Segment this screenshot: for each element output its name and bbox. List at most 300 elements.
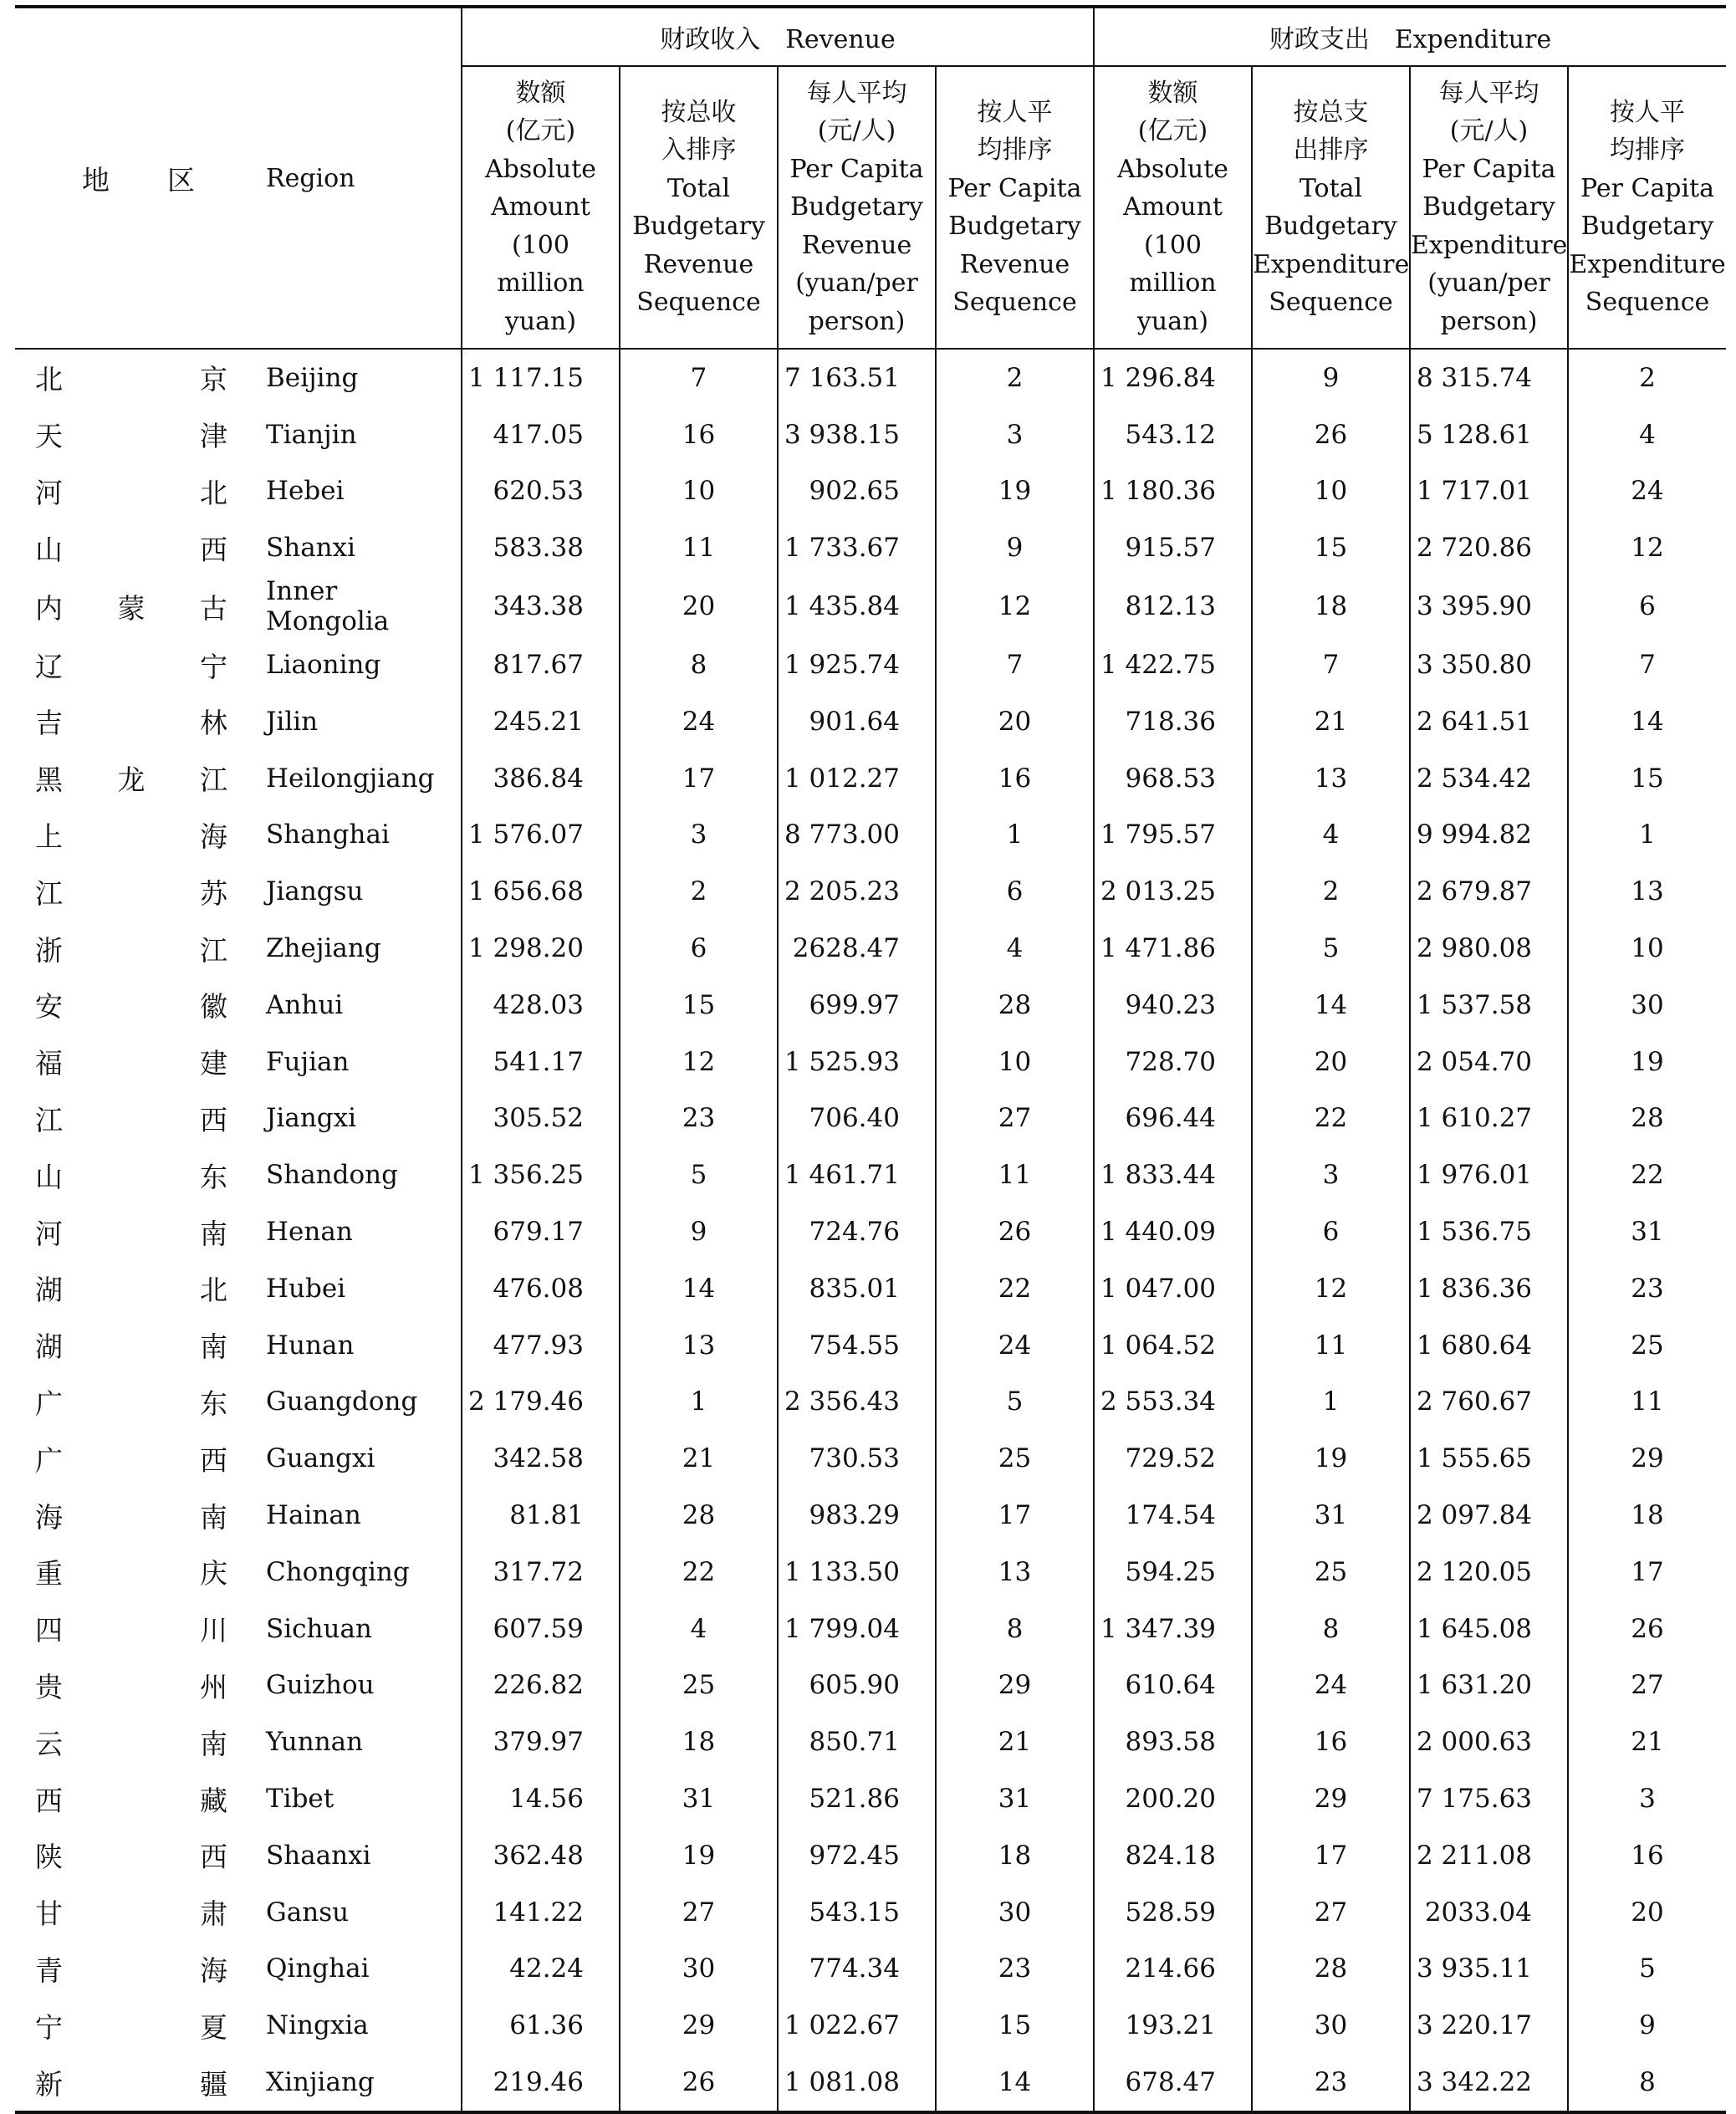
value-cell: 940.23	[1094, 977, 1252, 1034]
region-zh-cell	[15, 1487, 259, 1544]
region-zh-char: 西	[200, 1443, 227, 1477]
region-zh-label	[82, 159, 195, 198]
revenue-group-zh: 财政收入	[660, 25, 761, 54]
table-row	[15, 406, 1726, 463]
rank-cell: 1	[620, 1374, 778, 1431]
region-zh-char: 重	[35, 1557, 63, 1591]
region-zh-cell	[15, 349, 259, 406]
region-zh-char: 庆	[200, 1557, 227, 1591]
expenditure-group-zh: 财政支出	[1269, 25, 1370, 54]
region-en-header	[259, 7, 462, 349]
column-header-line: Sequence	[952, 288, 1077, 317]
region-en-cell: Chongqing	[266, 1556, 410, 1587]
rank-cell: 1	[1252, 1374, 1410, 1431]
value-cell: 817.67	[462, 636, 620, 693]
region-zh-char: 区	[167, 163, 195, 197]
value-cell: 1 356.25	[462, 1146, 620, 1203]
rank-cell: 14	[936, 2054, 1094, 2112]
region-en-cell: Hebei	[266, 476, 345, 507]
value-cell: 2033.04	[1410, 1884, 1568, 1941]
rank-cell: 9	[936, 519, 1094, 576]
value-cell: 1 610.27	[1410, 1090, 1568, 1147]
value-cell: 1 733.67	[778, 519, 936, 576]
region-zh-char: 西	[35, 1784, 63, 1817]
rank-cell: 19	[1568, 1034, 1726, 1090]
region-zh-char: 州	[200, 1670, 227, 1703]
rank-cell: 12	[1252, 1260, 1410, 1317]
region-zh-char: 宁	[200, 650, 227, 683]
column-header-line: 按总收	[661, 97, 737, 127]
table-row	[15, 1544, 1726, 1601]
value-cell: 2 980.08	[1410, 920, 1568, 977]
value-cell: 1 555.65	[1410, 1430, 1568, 1487]
region-en-cell: Jiangsu	[266, 876, 364, 907]
rank-cell: 24	[936, 1317, 1094, 1374]
value-cell: 2 641.51	[1410, 693, 1568, 750]
value-cell: 1 133.50	[778, 1544, 936, 1601]
value-cell: 972.45	[778, 1827, 936, 1884]
value-cell: 594.25	[1094, 1544, 1252, 1601]
value-cell: 850.71	[778, 1713, 936, 1770]
value-cell: 2 760.67	[1410, 1374, 1568, 1431]
rank-cell: 30	[620, 1941, 778, 1998]
value-cell: 2 356.43	[778, 1374, 936, 1431]
expenditure-group-header	[1094, 7, 1726, 66]
rank-cell: 5	[620, 1146, 778, 1203]
region-en-cell: Ningxia	[266, 2010, 369, 2041]
rank-cell: 10	[620, 463, 778, 520]
table-row	[15, 1827, 1726, 1884]
region-en-cell: Guangxi	[266, 1443, 375, 1474]
value-cell: 1 461.71	[778, 1146, 936, 1203]
region-zh-char: 甘	[35, 1897, 63, 1931]
rank-cell: 31	[936, 1770, 1094, 1827]
rank-cell: 19	[620, 1827, 778, 1884]
region-zh-char: 山	[35, 533, 63, 566]
value-cell: 774.34	[778, 1941, 936, 1998]
value-cell: 543.12	[1094, 406, 1252, 463]
table-row	[15, 1601, 1726, 1657]
value-cell: 706.40	[778, 1090, 936, 1147]
rank-cell: 15	[620, 977, 778, 1034]
region-zh-char: 辽	[35, 650, 63, 683]
region-zh-char: 天	[35, 420, 63, 453]
value-cell: 1 471.86	[1094, 920, 1252, 977]
column-header-line: (亿元)	[505, 116, 576, 146]
region-zh-cell	[15, 519, 259, 576]
column-header-line: Total	[1299, 173, 1363, 203]
value-cell: 362.48	[462, 1827, 620, 1884]
rank-cell: 26	[1568, 1601, 1726, 1657]
rank-cell: 18	[1568, 1487, 1726, 1544]
region-zh-cell	[15, 750, 259, 807]
region-zh-char: 安	[35, 990, 63, 1024]
value-cell: 1 836.36	[1410, 1260, 1568, 1317]
value-cell: 317.72	[462, 1544, 620, 1601]
value-cell: 14.56	[462, 1770, 620, 1827]
value-cell: 1 799.04	[778, 1601, 936, 1657]
table-header	[15, 7, 1726, 349]
rank-cell: 6	[1252, 1203, 1410, 1260]
region-zh-char: 云	[35, 1727, 63, 1760]
region-zh-char: 陕	[35, 1841, 63, 1874]
rank-cell: 9	[1568, 1997, 1726, 2054]
rank-cell: 28	[936, 977, 1094, 1034]
value-cell: 476.08	[462, 1260, 620, 1317]
value-cell: 343.38	[462, 576, 620, 636]
rank-cell: 22	[620, 1544, 778, 1601]
table-row	[15, 1317, 1726, 1374]
region-zh-cell	[15, 1090, 259, 1147]
rank-cell: 19	[936, 463, 1094, 520]
region-zh-char: 河	[35, 1217, 63, 1250]
column-header-line: Revenue	[643, 249, 754, 279]
column-header-line: 按总支	[1293, 97, 1369, 127]
column-header-line: Expenditure	[1253, 249, 1410, 279]
region-zh-char: 福	[35, 1047, 63, 1080]
region-zh-char: 林	[200, 707, 227, 740]
rank-cell: 23	[620, 1090, 778, 1147]
column-header-1	[620, 66, 778, 349]
table-row	[15, 1090, 1726, 1147]
column-header-line: Expenditure	[1411, 230, 1568, 260]
region-en-cell: Gansu	[266, 1897, 350, 1928]
value-cell: 718.36	[1094, 693, 1252, 750]
table-body	[15, 349, 1726, 2112]
value-cell: 729.52	[1094, 1430, 1252, 1487]
rank-cell: 4	[620, 1601, 778, 1657]
region-zh-cell	[15, 406, 259, 463]
column-header-line: (yuan/per	[795, 268, 918, 299]
region-zh-char: 海	[200, 1953, 227, 1987]
value-cell: 3 395.90	[1410, 576, 1568, 636]
rank-cell: 7	[1568, 636, 1726, 693]
region-zh-char: 贵	[35, 1670, 63, 1703]
region-zh-char: 京	[200, 363, 227, 396]
table-row	[15, 576, 1726, 636]
rank-cell: 2	[620, 863, 778, 920]
column-header-3	[936, 66, 1094, 349]
value-cell: 1 645.08	[1410, 1601, 1568, 1657]
region-zh-char: 海	[35, 1500, 63, 1534]
rank-cell: 5	[1568, 1941, 1726, 1998]
value-cell: 1 795.57	[1094, 807, 1252, 864]
rank-cell: 23	[936, 1941, 1094, 1998]
rank-cell: 21	[1568, 1713, 1726, 1770]
column-header-2	[778, 66, 936, 349]
region-zh-char: 夏	[200, 2010, 227, 2044]
column-header-line: 每人平均	[1438, 78, 1539, 108]
value-cell: 7 163.51	[778, 349, 936, 406]
table-row	[15, 636, 1726, 693]
column-header-line: Amount	[1123, 192, 1223, 222]
rank-cell: 15	[1568, 750, 1726, 807]
rank-cell: 30	[1252, 1997, 1410, 2054]
value-cell: 730.53	[778, 1430, 936, 1487]
column-header-line: 均排序	[1610, 135, 1686, 165]
rank-cell: 20	[1568, 1884, 1726, 1941]
region-zh-char: 南	[200, 1217, 227, 1250]
region-zh-cell	[15, 1827, 259, 1884]
value-cell: 342.58	[462, 1430, 620, 1487]
value-cell: 605.90	[778, 1657, 936, 1714]
rank-cell: 21	[1252, 693, 1410, 750]
region-en-cell: Jilin	[266, 706, 319, 737]
rank-cell: 21	[620, 1430, 778, 1487]
rank-cell: 16	[936, 750, 1094, 807]
value-cell: 9 994.82	[1410, 807, 1568, 864]
value-cell: 724.76	[778, 1203, 936, 1260]
column-header-line: million	[497, 268, 585, 299]
value-cell: 1 422.75	[1094, 636, 1252, 693]
value-cell: 1 536.75	[1410, 1203, 1568, 1260]
value-cell: 728.70	[1094, 1034, 1252, 1090]
rank-cell: 3	[620, 807, 778, 864]
region-en-cell: Hunan	[266, 1330, 355, 1361]
value-cell: 245.21	[462, 693, 620, 750]
region-zh-char: 山	[35, 1160, 63, 1193]
region-zh-char: 湖	[35, 1274, 63, 1307]
value-cell: 1 440.09	[1094, 1203, 1252, 1260]
region-zh-cell	[15, 1203, 259, 1260]
value-cell: 174.54	[1094, 1487, 1252, 1544]
region-zh-char: 肃	[200, 1897, 227, 1931]
rank-cell: 22	[1568, 1146, 1726, 1203]
region-en-cell: Sichuan	[266, 1613, 372, 1644]
rank-cell: 19	[1252, 1430, 1410, 1487]
region-zh-char: 黑	[35, 763, 63, 797]
rank-cell: 10	[1568, 920, 1726, 977]
column-header-line: (元/人)	[817, 116, 896, 146]
column-header-line: Budgetary	[948, 212, 1081, 241]
rank-cell: 13	[1568, 863, 1726, 920]
column-header-line: 数额	[515, 78, 566, 108]
region-en-cell: Shandong	[266, 1160, 398, 1191]
rank-cell: 7	[620, 349, 778, 406]
rank-cell: 13	[1252, 750, 1410, 807]
rank-cell: 21	[936, 1713, 1094, 1770]
region-zh-char: 南	[200, 1727, 227, 1760]
value-cell: 824.18	[1094, 1827, 1252, 1884]
value-cell: 2628.47	[778, 920, 936, 977]
region-zh-char: 藏	[200, 1784, 227, 1817]
region-zh-char: 江	[35, 876, 63, 910]
value-cell: 3 342.22	[1410, 2054, 1568, 2112]
region-zh-cell	[15, 1941, 259, 1998]
column-header-line: 按人平	[977, 97, 1053, 127]
value-cell: 1 435.84	[778, 576, 936, 636]
region-zh-header	[15, 7, 259, 349]
value-cell: 1 296.84	[1094, 349, 1252, 406]
region-en-cell: Liaoning	[266, 650, 381, 681]
value-cell: 1 117.15	[462, 349, 620, 406]
region-zh-char: 津	[200, 420, 227, 453]
region-zh-cell	[15, 693, 259, 750]
region-zh-cell	[15, 1317, 259, 1374]
region-en-cell: Anhui	[266, 989, 344, 1020]
column-header-line: Budgetary	[632, 212, 765, 241]
rank-cell: 27	[1252, 1884, 1410, 1941]
region-zh-char: 青	[35, 1953, 63, 1987]
value-cell: 983.29	[778, 1487, 936, 1544]
region-zh-char: 广	[35, 1386, 63, 1420]
rank-cell: 28	[1568, 1090, 1726, 1147]
region-zh-cell	[15, 1260, 259, 1317]
region-zh-char: 建	[200, 1047, 227, 1080]
table-row	[15, 1770, 1726, 1827]
region-zh-char: 西	[200, 533, 227, 566]
rank-cell: 14	[620, 1260, 778, 1317]
region-zh-char: 疆	[200, 2067, 227, 2101]
column-header-line: yuan)	[504, 306, 577, 336]
value-cell: 1 680.64	[1410, 1317, 1568, 1374]
region-zh-char: 西	[200, 1103, 227, 1136]
value-cell: 1 576.07	[462, 807, 620, 864]
rank-cell: 5	[1252, 920, 1410, 977]
value-cell: 541.17	[462, 1034, 620, 1090]
value-cell: 8 773.00	[778, 807, 936, 864]
region-zh-cell	[15, 1430, 259, 1487]
column-header-line: (元/人)	[1449, 116, 1529, 146]
table-row	[15, 1146, 1726, 1203]
column-header-line: Revenue	[959, 249, 1070, 279]
rank-cell: 30	[1568, 977, 1726, 1034]
value-cell: 2 211.08	[1410, 1827, 1568, 1884]
rank-cell: 10	[936, 1034, 1094, 1090]
column-header-line: Absolute	[1116, 154, 1229, 184]
value-cell: 1 347.39	[1094, 1601, 1252, 1657]
value-cell: 219.46	[462, 2054, 620, 2112]
rank-cell: 11	[620, 519, 778, 576]
column-header-line: (100	[512, 230, 569, 260]
value-cell: 477.93	[462, 1317, 620, 1374]
region-zh-char: 宁	[35, 2010, 63, 2044]
value-cell: 1 022.67	[778, 1997, 936, 2054]
column-header-4	[1094, 66, 1252, 349]
region-zh-cell	[15, 1997, 259, 2054]
value-cell: 7 175.63	[1410, 1770, 1568, 1827]
value-cell: 583.38	[462, 519, 620, 576]
table-row	[15, 750, 1726, 807]
value-cell: 678.47	[1094, 2054, 1252, 2112]
value-cell: 379.97	[462, 1713, 620, 1770]
rank-cell: 31	[1252, 1487, 1410, 1544]
rank-cell: 10	[1252, 463, 1410, 520]
region-zh-char: 内	[35, 591, 63, 625]
value-cell: 2 179.46	[462, 1374, 620, 1431]
region-zh-char: 地	[82, 163, 110, 197]
region-zh-cell	[15, 863, 259, 920]
column-header-line: Per Capita	[789, 154, 924, 184]
value-cell: 754.55	[778, 1317, 936, 1374]
value-cell: 1 525.93	[778, 1034, 936, 1090]
column-header-line: Budgetary	[790, 192, 923, 222]
rank-cell: 2	[1568, 349, 1726, 406]
rank-cell: 12	[1568, 519, 1726, 576]
rank-cell: 13	[936, 1544, 1094, 1601]
region-zh-cell	[15, 1544, 259, 1601]
value-cell: 2 205.23	[778, 863, 936, 920]
region-zh-cell	[15, 576, 259, 636]
region-zh-char: 东	[200, 1160, 227, 1193]
table-row	[15, 1034, 1726, 1090]
rank-cell: 17	[620, 750, 778, 807]
rank-cell: 11	[1252, 1317, 1410, 1374]
region-zh-char: 徽	[200, 990, 227, 1024]
region-zh-char: 新	[35, 2067, 63, 2101]
region-zh-char: 东	[200, 1386, 227, 1420]
rank-cell: 27	[936, 1090, 1094, 1147]
column-header-line: Per Capita	[1580, 173, 1715, 203]
rank-cell: 20	[620, 576, 778, 636]
rank-cell: 24	[620, 693, 778, 750]
value-cell: 915.57	[1094, 519, 1252, 576]
rank-cell: 29	[1568, 1430, 1726, 1487]
column-header-line: 数额	[1147, 78, 1198, 108]
table-row	[15, 977, 1726, 1034]
rank-cell: 11	[1568, 1374, 1726, 1431]
value-cell: 386.84	[462, 750, 620, 807]
region-zh-char: 古	[200, 591, 227, 625]
table-row	[15, 1884, 1726, 1941]
rank-cell: 17	[1252, 1827, 1410, 1884]
region-zh-char: 上	[35, 820, 63, 853]
region-en-cell: Heilongjiang	[266, 763, 435, 794]
region-zh-char: 湖	[35, 1330, 63, 1364]
region-zh-char: 蒙	[117, 591, 146, 625]
table-row	[15, 1657, 1726, 1714]
region-en-cell: Zhejiang	[266, 933, 381, 964]
rank-cell: 15	[936, 1997, 1094, 2054]
rank-cell: 8	[620, 636, 778, 693]
value-cell: 1 976.01	[1410, 1146, 1568, 1203]
region-en-cell: Hainan	[266, 1500, 361, 1531]
rank-cell: 6	[1568, 576, 1726, 636]
rank-cell: 18	[936, 1827, 1094, 1884]
rank-cell: 22	[936, 1260, 1094, 1317]
region-en-cell: Inner Mongolia	[266, 576, 390, 637]
value-cell: 1 081.08	[778, 2054, 936, 2112]
rank-cell: 4	[1252, 807, 1410, 864]
value-cell: 200.20	[1094, 1770, 1252, 1827]
table-row	[15, 920, 1726, 977]
column-header-line: Budgetary	[1264, 212, 1397, 241]
value-cell: 543.15	[778, 1884, 936, 1941]
rank-cell: 28	[620, 1487, 778, 1544]
region-zh-cell	[15, 1146, 259, 1203]
rank-cell: 20	[936, 693, 1094, 750]
rank-cell: 18	[1252, 576, 1410, 636]
rank-cell: 26	[936, 1203, 1094, 1260]
region-zh-cell	[15, 463, 259, 520]
column-header-line: Expenditure	[1569, 249, 1726, 279]
table-row	[15, 349, 1726, 406]
column-header-line: 均排序	[977, 135, 1053, 165]
region-en-cell: Guangdong	[266, 1386, 418, 1417]
rank-cell: 1	[1568, 807, 1726, 864]
value-cell: 5 128.61	[1410, 406, 1568, 463]
rank-cell: 25	[1252, 1544, 1410, 1601]
region-zh-char: 苏	[200, 876, 227, 910]
value-cell: 1 047.00	[1094, 1260, 1252, 1317]
column-header-line: person)	[1440, 306, 1538, 336]
region-en-cell: Guizhou	[266, 1670, 375, 1701]
table-row	[15, 2054, 1726, 2112]
value-cell: 620.53	[462, 463, 620, 520]
column-header-line: Sequence	[1269, 288, 1393, 317]
value-cell: 1 925.74	[778, 636, 936, 693]
column-header-line: Sequence	[1585, 288, 1710, 317]
